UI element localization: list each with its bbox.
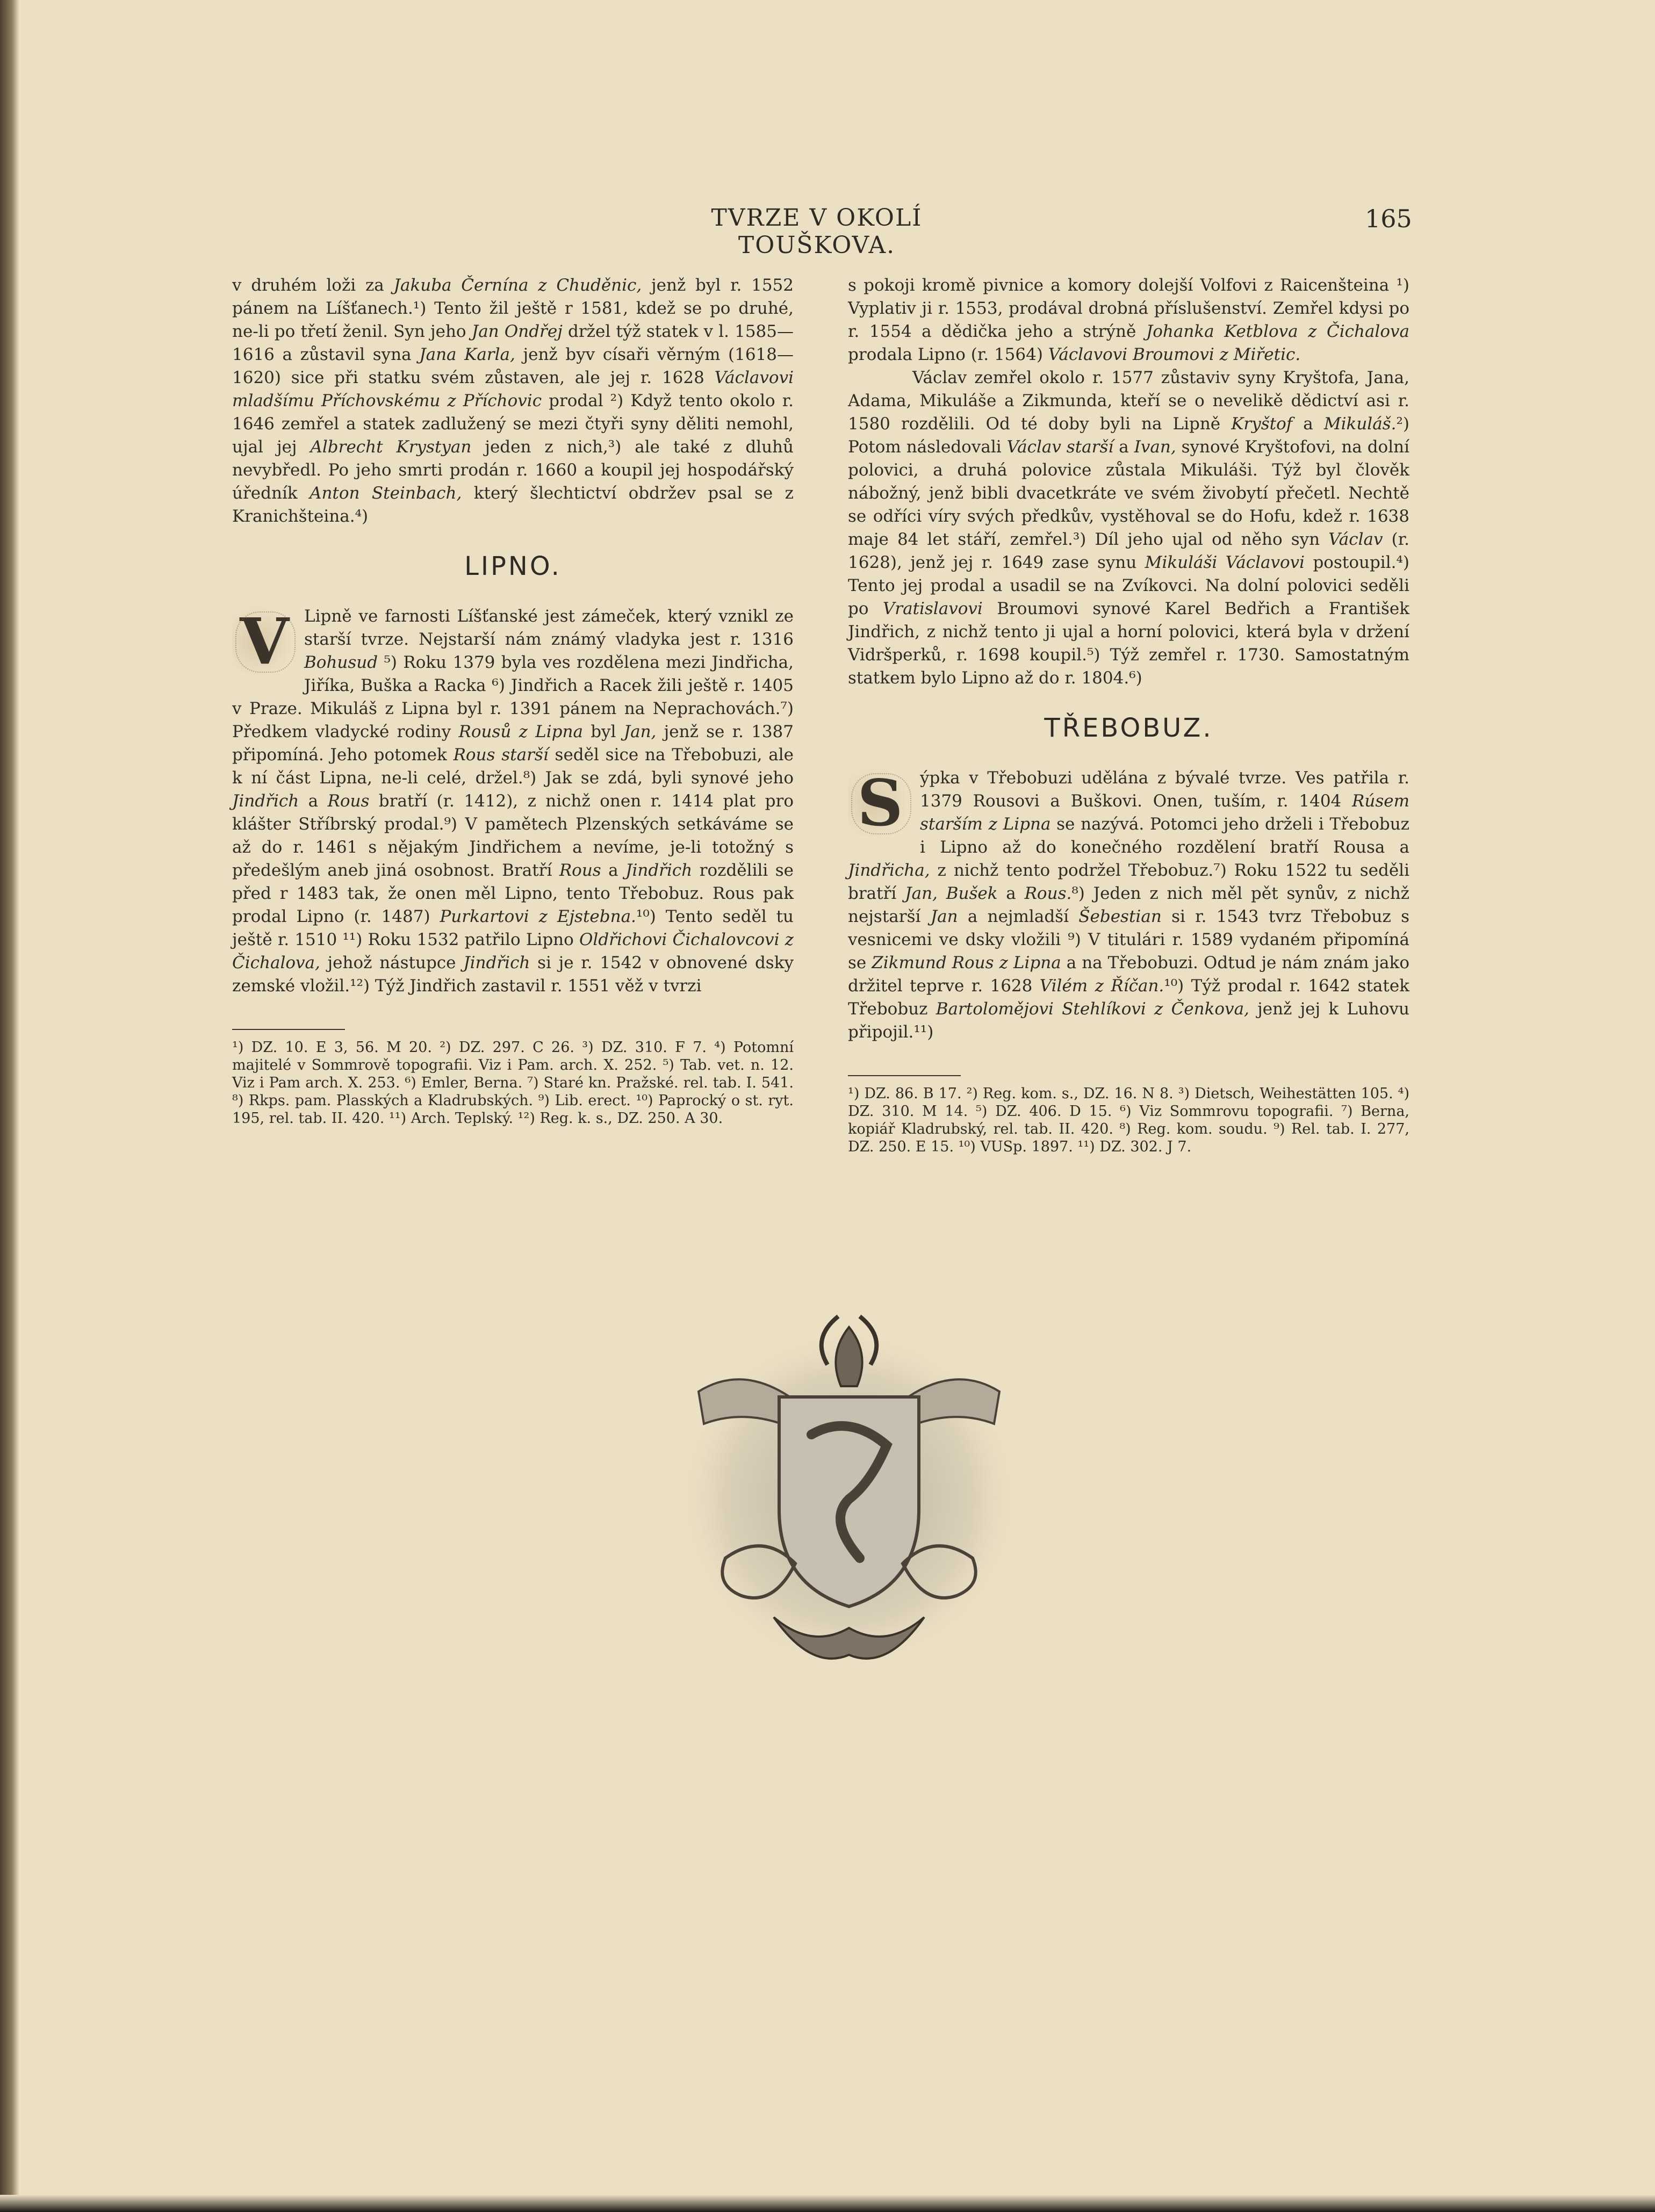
footnotes-right: ¹) DZ. 86. B 17. ²) Reg. kom. s., DZ. 16. N 8. ³) Dietsch, Weihestätten 105. ⁴) DZ. 310. M 14. ⁵) DZ. 406. D 15. ⁶) Viz Sommrovu topografii. ⁷) Berna, kopiář Kladrubský, rel. tab. II. 420. ⁸) Reg. kom. soudu. ⁹) Rel. tab. I. 277, DZ. 250. E 15. ¹⁰) VUSp. 1897. ¹¹) DZ. 302. J 7.	[848, 1085, 1409, 1155]
drop-cap-initial-v: V	[232, 606, 297, 676]
section-heading-trebobuz: TŘEBOBUZ.	[1044, 713, 1213, 743]
page-bottom-edge	[0, 2195, 1655, 2212]
right-column	[848, 274, 1409, 1156]
section-heading-lipno: LIPNO.	[464, 551, 562, 581]
paragraph-trebobuz: S ýpka v Třebobuzi udělána z bývalé tvrze. Ves patřila r. 1379 Rousovi a Buškovi. Onen, tuším, r. 1404 Rúsem starším z Lipna se nazývá. Potomci jeho drželi i Třebobuz i Lipno až do konečného rozdělení bratří Rousa a Jindřicha, z nichž tento podržel Třebobuz.⁷) Roku 1522 tu seděli bratří Jan, Bušek a Rous.⁸) Jeden z nich měl pět synův, z nichž nejstarší Jan a nejmladší Šebestian si r. 1543 tvrz Třebobuz s vesnicemi ve dsky vložili ⁹) V titulári r. 1589 vydaném připomíná se Zikmund Rous z Lipna a na Třebobuzi. Odtud je nám znám jako držitel teprve r. 1628 Vilém z Říčan.¹⁰) Týž prodal r. 1642 statek Třebobuz Bartolomějovi Stehlíkovi z Čenkova, jenž jej k Luhovu připojil.¹¹)	[848, 765, 1410, 1042]
footnote-divider	[848, 1075, 961, 1076]
left-column	[232, 274, 794, 1127]
coat-of-arms-illustration	[634, 1306, 1064, 1682]
page-binding-edge	[0, 0, 19, 2212]
paragraph-tvrze-intro: v druhém loži za Jakuba Černína z Chuděnic, jenž byl r. 1552 pánem na Líšťanech.¹) Tento žil ještě r 1581, kdež se po druhé, ne-li po třetí ženil. Syn jeho Jan Ondřej držel týž statek v l. 1585—1616 a zůstavil syna Jana Karla, jenž byv císaři věrným (1618—1620) sice při statku svém zůstaven, ale jej r. 1628 Václavovi mladšímu Příchovskému z Příchovic prodal ²) Když tento okolo r. 1646 zemřel a statek zadlužený se mezi čtyři syny děliti nemohl, ujal jej Albrecht Krystyan jeden z nich,³) ale také z dluhů nevybředl. Po jeho smrti prodán r. 1660 a koupil jej hospodářský úředník Anton Steinbach, který šlechtictví obdržev psal se z Kranichšteina.⁴)	[232, 276, 794, 526]
page-number: 165	[1365, 204, 1412, 233]
paragraph-lipno: V Lipně ve farnosti Líšťanské jest zámeček, který vznikl ze starší tvrze. Nejstarší nám známý vladyka jest r. 1316 Bohusud ⁵) Roku 1379 byla ves rozdělena mezi Jindřicha, Jiříka, Buška a Racka ⁶) Jindřich a Racek žili ještě r. 1405 v Praze. Mikuláš z Lipna byl r. 1391 pánem na Neprachovách.⁷) Předkem vladycké rodiny Rousů z Lipna byl Jan, jenž se r. 1387 připomíná. Jeho potomek Rous starší seděl sice na Třebobuzi, ale k ní část Lipna, ne-li celé, držel.⁸) Jak se zdá, byli synové jeho Jindřich a Rous bratří (r. 1412), z nichž onen r. 1414 plat pro klášter Stříbrský prodal.⁹) V pamětech Plzenských setkáváme se až do r. 1461 s nějakým Jindřichem a nevíme, je-li totožný s předešlým aneb jiná osobnost. Bratří Rous a Jindřich rozdělili se před r 1483 tak, že onen měl Lipno, tento Třebobuz. Rous pak prodal Lipno (r. 1487) Purkartovi z Ejstebna.¹⁰) Tento seděl tu ještě r. 1510 ¹¹) Roku 1532 patřilo Lipno Oldřichovi Čichalovcovi z Čichalova, jehož nástupce Jindřich si je r. 1542 v obnovené dsky zemské vložil.¹²) Týž Jindřich zastavil r. 1551 věž v tvrzi	[232, 603, 794, 996]
footnotes-left: ¹) DZ. 10. E 3, 56. M 20. ²) DZ. 297. C 26. ³) DZ. 310. F 7. ⁴) Potomní majitelé v Sommrově topografii. Viz i Pam. arch. X. 252. ⁵) Tab. vet. n. 12. Viz i Pam arch. X. 253. ⁶) Emler, Berna. ⁷) Staré kn. Pražské. rel. tab. I. 541. ⁸) Rkps. pam. Plasských a Kladrubských. ⁹) Lib. erect. ¹⁰) Paprocký o st. ryt. 195, rel. tab. II. 420. ¹¹) Arch. Teplský. ¹²) Reg. k. s., DZ. 250. A 30.	[232, 1039, 794, 1127]
footnote-divider	[232, 1029, 345, 1030]
running-head: TVRZE V OKOLÍ TOUŠKOVA.	[711, 204, 923, 259]
paragraph-vaclav: Václav zemřel okolo r. 1577 zůstaviv syny Kryštofa, Jana, Adama, Mikuláše a Zikmunda, kteří se o nevelikě dědictví asi r. 1580 rozdělili. Od té doby byli na Lipně Kryštof a Mikuláš.²) Potom následovali Václav starší a Ivan, synové Kryštofovi, na dolní polovici, a druhá polovice zůstala Mikuláši. Týž byl člověk nábožný, jenž bibli dvacetkráte ve svém živobytí přečetl. Nechtě se odříci víry svých předkův, vystěhoval se do Hofu, kdež r. 1638 maje 84 let stáří, zemřel.³) Díl jeho ujal od něho syn Václav (r. 1628), jenž jej r. 1649 zase synu Mikuláši Václavovi postoupil.⁴) Tento jej prodal a usadil se na Zvíkovci. Na dolní polovici seděli po Vratislavovi Broumovi synové Karel Bedřich a František Jindřich, z nichž tento ji ujal a horní polovici, která byla v držení Vidršperků, r. 1698 koupil.⁵) Týž zemřel r. 1730. Samostatným statkem bylo Lipno až do r. 1804.⁶)	[848, 368, 1410, 688]
drop-cap-initial-s: S	[848, 768, 912, 838]
paragraph-lipno-continued: s pokoji kromě pivnice a komory dolejší Volfovi z Raicenšteina ¹) Vyplativ ji r. 1553, prodával drobná příslušenství. Zemřel kdysi po r. 1554 a dědička jeho a strýně Johanka Ketblova z Čichalova prodala Lipno (r. 1564) Václavovi Broumovi z Miřetic.	[848, 276, 1410, 364]
